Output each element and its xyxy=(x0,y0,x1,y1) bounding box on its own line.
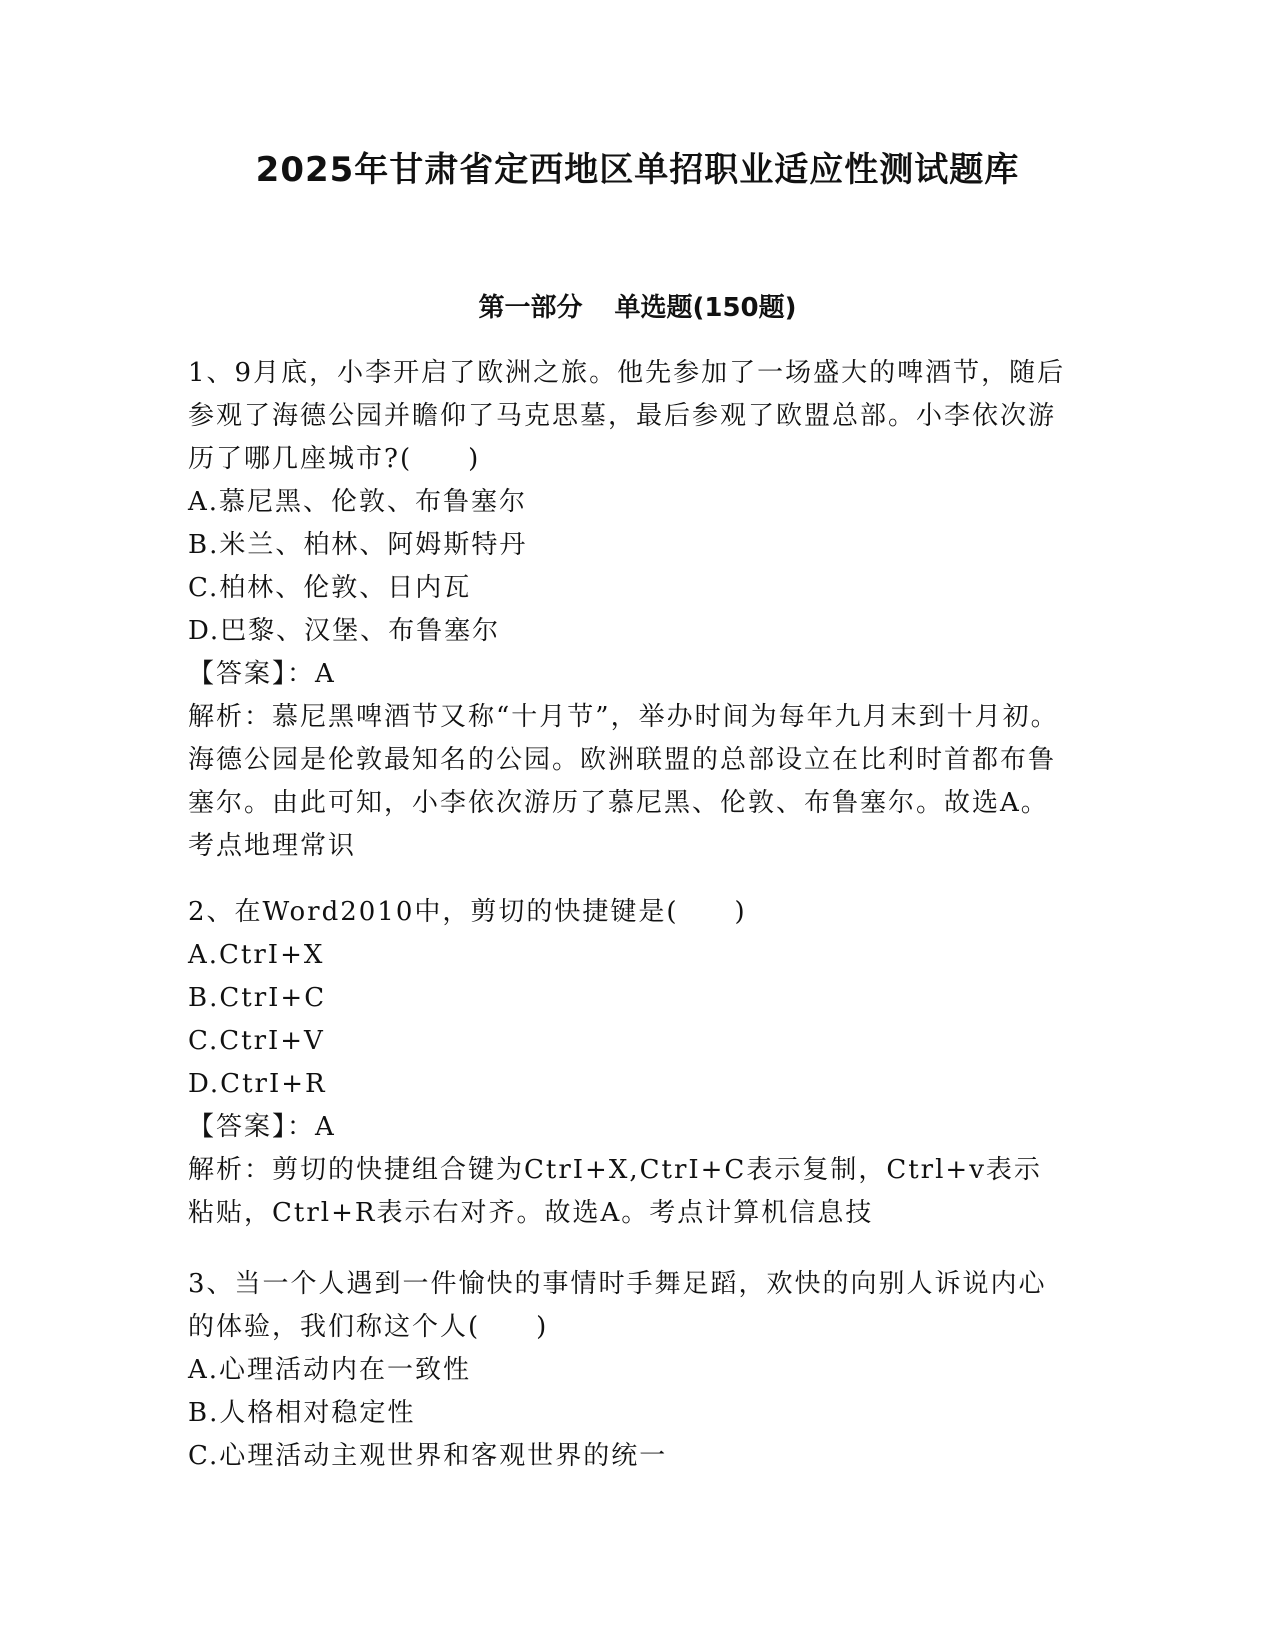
option-c: C.CtrI+V xyxy=(188,1026,325,1056)
option-b: B.人格相对稳定性 xyxy=(188,1398,416,1428)
option-c: C.柏林、伦敦、日内瓦 xyxy=(188,573,472,603)
option-d: D.巴黎、汉堡、布鲁塞尔 xyxy=(188,616,501,646)
question-2 xyxy=(188,891,1068,1235)
answer-line: 【答案】：A xyxy=(188,1112,336,1142)
document-title: 2025年甘肃省定西地区单招职业适应性测试题库 xyxy=(255,150,1020,190)
question-stem: 1、9月底，小李开启了欧洲之旅。他先参加了一场盛大的啤酒节，随后参观了海德公园并瞻仰了马克思墓，最后参观了欧盟总部。小李依次游历了哪几座城市?( ) xyxy=(188,358,1066,474)
question-3 xyxy=(188,1263,1068,1478)
option-d: D.CtrI+R xyxy=(188,1069,327,1099)
analysis-text: 解析：剪切的快捷组合键为CtrI+X,CtrI+C表示复制，Ctrl+v表示粘贴，Ctrl+R表示右对齐。故选A。考点计算机信息技 xyxy=(188,1155,1042,1228)
question-stem: 3、当一个人遇到一件愉快的事情时手舞足蹈，欢快的向别人诉说内心的体验，我们称这个人( ) xyxy=(188,1269,1047,1342)
section-heading xyxy=(0,290,1275,326)
section-name: 单选题(150题) xyxy=(614,293,797,323)
option-a: A.心理活动内在一致性 xyxy=(188,1355,472,1385)
question-stem: 2、在Word2010中，剪切的快捷键是( ) xyxy=(188,897,747,927)
option-a: A.慕尼黑、伦敦、布鲁塞尔 xyxy=(188,487,528,517)
option-c: C.心理活动主观世界和客观世界的统一 xyxy=(188,1441,668,1471)
section-part: 第一部分 xyxy=(478,293,583,323)
option-b: B.米兰、柏林、阿姆斯特丹 xyxy=(188,530,528,560)
option-a: A.CtrI+X xyxy=(188,940,325,970)
question-1 xyxy=(188,352,1068,868)
answer-line: 【答案】：A xyxy=(188,659,336,689)
option-b: B.CtrI+C xyxy=(188,983,327,1013)
analysis-text: 解析：慕尼黑啤酒节又称“十月节”，举办时间为每年九月末到十月初。海德公园是伦敦最知名的公园。欧洲联盟的总部设立在比利时首都布鲁塞尔。由此可知，小李依次游历了慕尼黑、伦敦、布鲁塞尔。故选A。考点地理常识 xyxy=(188,702,1059,861)
